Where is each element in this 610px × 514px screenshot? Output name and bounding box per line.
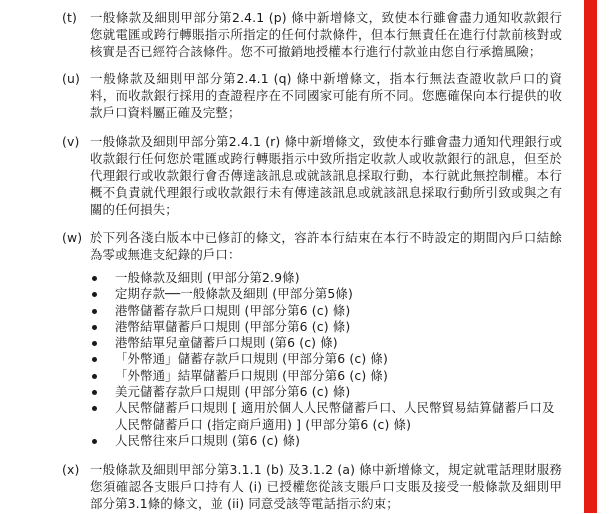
clause-w — [62, 229, 562, 263]
clause-text: 一般條款及細則甲部分第2.4.1 (q) 條中新增條文，指本行無法查證收款戶口的資料，而收款銀行採用的查證程序在不同國家可能有所不同。您應確保向本行提供的收款戶口資料屬正確及完整； — [90, 71, 562, 120]
bullet-icon — [92, 357, 97, 362]
clause-v — [62, 133, 562, 218]
clause-label: (t) — [62, 10, 77, 25]
list-item-text: 港幣儲蓄存款戶口規則 (甲部分第6 (c) 條) — [115, 302, 351, 318]
list-item — [90, 384, 560, 400]
list-item-text: 港幣結單兒童儲蓄戶口規則 (第6 (c) 條) — [115, 335, 338, 351]
list-item-text: 「外幣通」儲蓄存款戶口規則 (甲部分第6 (c) 條) — [115, 351, 388, 367]
list-item-text: 人民幣往來戶口規則 (第6 (c) 條) — [115, 432, 301, 448]
bullet-icon — [92, 292, 97, 297]
clause-text: 一般條款及細則甲部分第2.4.1 (r) 條中新增條文，致使本行雖會盡力通知代理銀行或收款銀行任何您於電匯或跨行轉賬指示中致所指定收款人或收款銀行的訊息，但至於代理銀行或收款銀行會否傳達該訊息或就該訊息採取行動，本行就此無控制權。本行概不負責就代理銀行或收款銀行未有傳達該訊息或就該訊息採取行動所引致或與之有關的任何損失； — [90, 134, 562, 217]
bullet-icon — [92, 406, 97, 411]
list-item — [90, 368, 560, 384]
list-item-text: 美元儲蓄存款戶口規則 (甲部分第6 (c) 條) — [115, 384, 351, 400]
list-item — [90, 270, 560, 286]
bullet-icon — [92, 390, 97, 395]
list-item — [90, 319, 560, 335]
clause-label: (v) — [62, 134, 80, 149]
list-item-text: 港幣結單儲蓄戶口規則 (甲部分第6 (c) 條) — [115, 318, 351, 334]
list-item-text: 定期存款──一般條款及細則 (甲部分第5條) — [115, 286, 353, 302]
clause-text: 一般條款及細則甲部分第3.1.1 (b) 及3.1.2 (a) 條中新增條文，規定就電話理財服務您須確認各支賬戶口持有人 (i) 已授權您從該支賬戶口支賬及接受一般條款及細則甲部分第3.1條的條文，並 (ii) 同意受該等電話指示約束； — [90, 462, 562, 511]
bullet-icon — [92, 276, 97, 281]
clause-t — [62, 9, 562, 60]
bullet-icon — [92, 439, 97, 444]
list-item-text: 人民幣儲蓄戶口規則 [ 適用於個人人民幣儲蓄戶口、人民幣貿易結算儲蓄戶口及人民幣儲蓄戶口 (指定商戶適用) ] (甲部分第6 (c) 條) — [115, 400, 555, 432]
clause-text: 於下列各淺白版本中已修訂的條文，容許本行結束在本行不時設定的期間內戶口結餘為零或無進支紀錄的戶口： — [90, 230, 562, 262]
list-item — [90, 351, 560, 367]
bullet-icon — [92, 309, 97, 314]
list-item — [90, 286, 560, 302]
list-item — [90, 433, 560, 449]
clause-label: (x) — [62, 462, 80, 477]
bullet-icon — [92, 374, 97, 379]
bullet-icon — [92, 325, 97, 330]
list-item — [90, 400, 560, 433]
clause-label: (u) — [62, 71, 80, 86]
bullet-icon — [92, 341, 97, 346]
bullet-list — [90, 270, 560, 449]
list-item-text: 一般條款及細則 (甲部分第2.9條) — [115, 270, 300, 285]
list-item-text: 「外幣通」結單儲蓄戶口規則 (甲部分第6 (c) 條) — [115, 367, 388, 383]
clause-text: 一般條款及細則甲部分第2.4.1 (p) 條中新增條文，致使本行雖會盡力通知收款銀行您就電匯或跨行轉賬指示所指定的任何付款條件，但本行無責任在進行付款前核對或核實是否已經符合該條件。您不可撤銷地授權本行進行付款並由您自行承擔風險； — [90, 10, 562, 59]
accent-sidebar-bar — [584, 0, 597, 513]
clause-x — [62, 461, 562, 512]
list-item — [90, 303, 560, 319]
clause-u — [62, 70, 562, 121]
clause-label: (w) — [62, 230, 83, 245]
list-item — [90, 335, 560, 351]
